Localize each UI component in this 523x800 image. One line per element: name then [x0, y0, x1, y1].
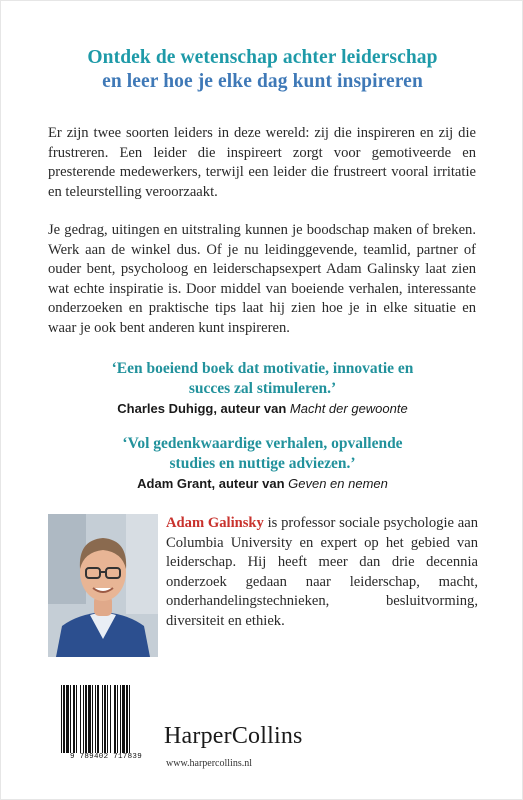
barcode-bar	[126, 685, 128, 753]
barcode-bar	[102, 685, 103, 753]
barcode-bar	[114, 685, 116, 753]
barcode-bar	[85, 685, 87, 753]
quote-attribution	[1, 400, 523, 418]
barcode-bar	[117, 685, 118, 753]
barcode-bar	[95, 685, 96, 753]
barcode-bar	[88, 685, 91, 753]
barcode-bar	[66, 685, 69, 753]
headline-line-1: Ontdek de wetenschap achter leiderschap	[87, 47, 438, 68]
endorsement-quote-2	[1, 434, 523, 493]
author-photo	[48, 514, 158, 657]
barcode-bar	[70, 685, 71, 753]
author-bio-text: is professor sociale psychologie aan Columbia University en expert op het gebied van leiderschap. Hij heeft meer dan drie decennia onderzoek gedaan naar leiderschap, macht, onderhandelingstechnieken, besluitvorming, diversiteit en ethiek.	[166, 515, 478, 629]
quote-text-line-2: succes zal stimuleren.’	[188, 379, 337, 397]
quote-text-line-1: ‘Vol gedenkwaardige verhalen, opvallende	[122, 435, 403, 452]
quote-book-title: Macht der gewoonte	[289, 401, 408, 416]
barcode-bar	[92, 685, 93, 753]
publisher-url: www.harpercollins.nl	[166, 758, 252, 769]
barcode-bar	[61, 685, 62, 753]
publisher-logo: HarperCollins	[164, 723, 303, 749]
barcode-bars	[59, 685, 153, 753]
quote-attribution	[1, 475, 523, 493]
author-portrait-illustration	[48, 514, 158, 657]
quote-book-title: Geven en nemen	[288, 476, 388, 491]
isbn-barcode	[59, 685, 153, 763]
barcode-bar	[76, 685, 77, 753]
barcode-bar	[104, 685, 106, 753]
headline	[1, 46, 523, 94]
blurb-paragraph-2: Je gedrag, uitingen en uitstraling kunnen je boodschap maken of breken. Werk aan de winkel dus. Of je nu leidinggevende, teamlid, partner of ouder bent, psycholoog en leiderschapsexpert Adam Galinsky laat zien wat echte inspiratie is. Door middel van boeiende verhalen, interessante onderzoeken en praktische tips laat hij zien hoe je in elke situatie en waar je ook bent anderen kunt inspireren.	[48, 222, 476, 336]
barcode-bar	[97, 685, 99, 753]
quote-text-line-1: ‘Een boeiend boek dat motivatie, innovatie en	[111, 360, 414, 377]
endorsement-quote-1	[1, 359, 523, 418]
barcode-bar	[107, 685, 108, 753]
barcode-bar	[129, 685, 130, 753]
barcode-bar	[73, 685, 75, 753]
barcode-bar	[120, 685, 121, 753]
quote-text-line-2: studies en nuttige adviezen.’	[169, 454, 356, 472]
blurb-paragraph-1: Er zijn twee soorten leiders in deze wereld: zij die inspireren en zij die frustreren. Een leider die inspireert zorgt voor gemotiveerde en presterende medewerkers, terwijl een leider die frustreert vooral irritatie en teleurstelling veroorzaakt.	[48, 125, 476, 200]
quote-author: Charles Duhigg, auteur van	[117, 401, 290, 416]
author-bio	[166, 514, 478, 631]
barcode-bar	[110, 685, 111, 753]
barcode-bar	[83, 685, 84, 753]
headline-line-2: en leer hoe je elke dag kunt inspireren	[102, 71, 423, 92]
quote-author: Adam Grant, auteur van	[137, 476, 289, 491]
author-name: Adam Galinsky	[166, 515, 264, 531]
barcode-bar	[63, 685, 65, 753]
isbn-number: 9 789402 717839	[69, 753, 142, 761]
barcode-bar	[122, 685, 125, 753]
barcode-bar	[80, 685, 81, 753]
